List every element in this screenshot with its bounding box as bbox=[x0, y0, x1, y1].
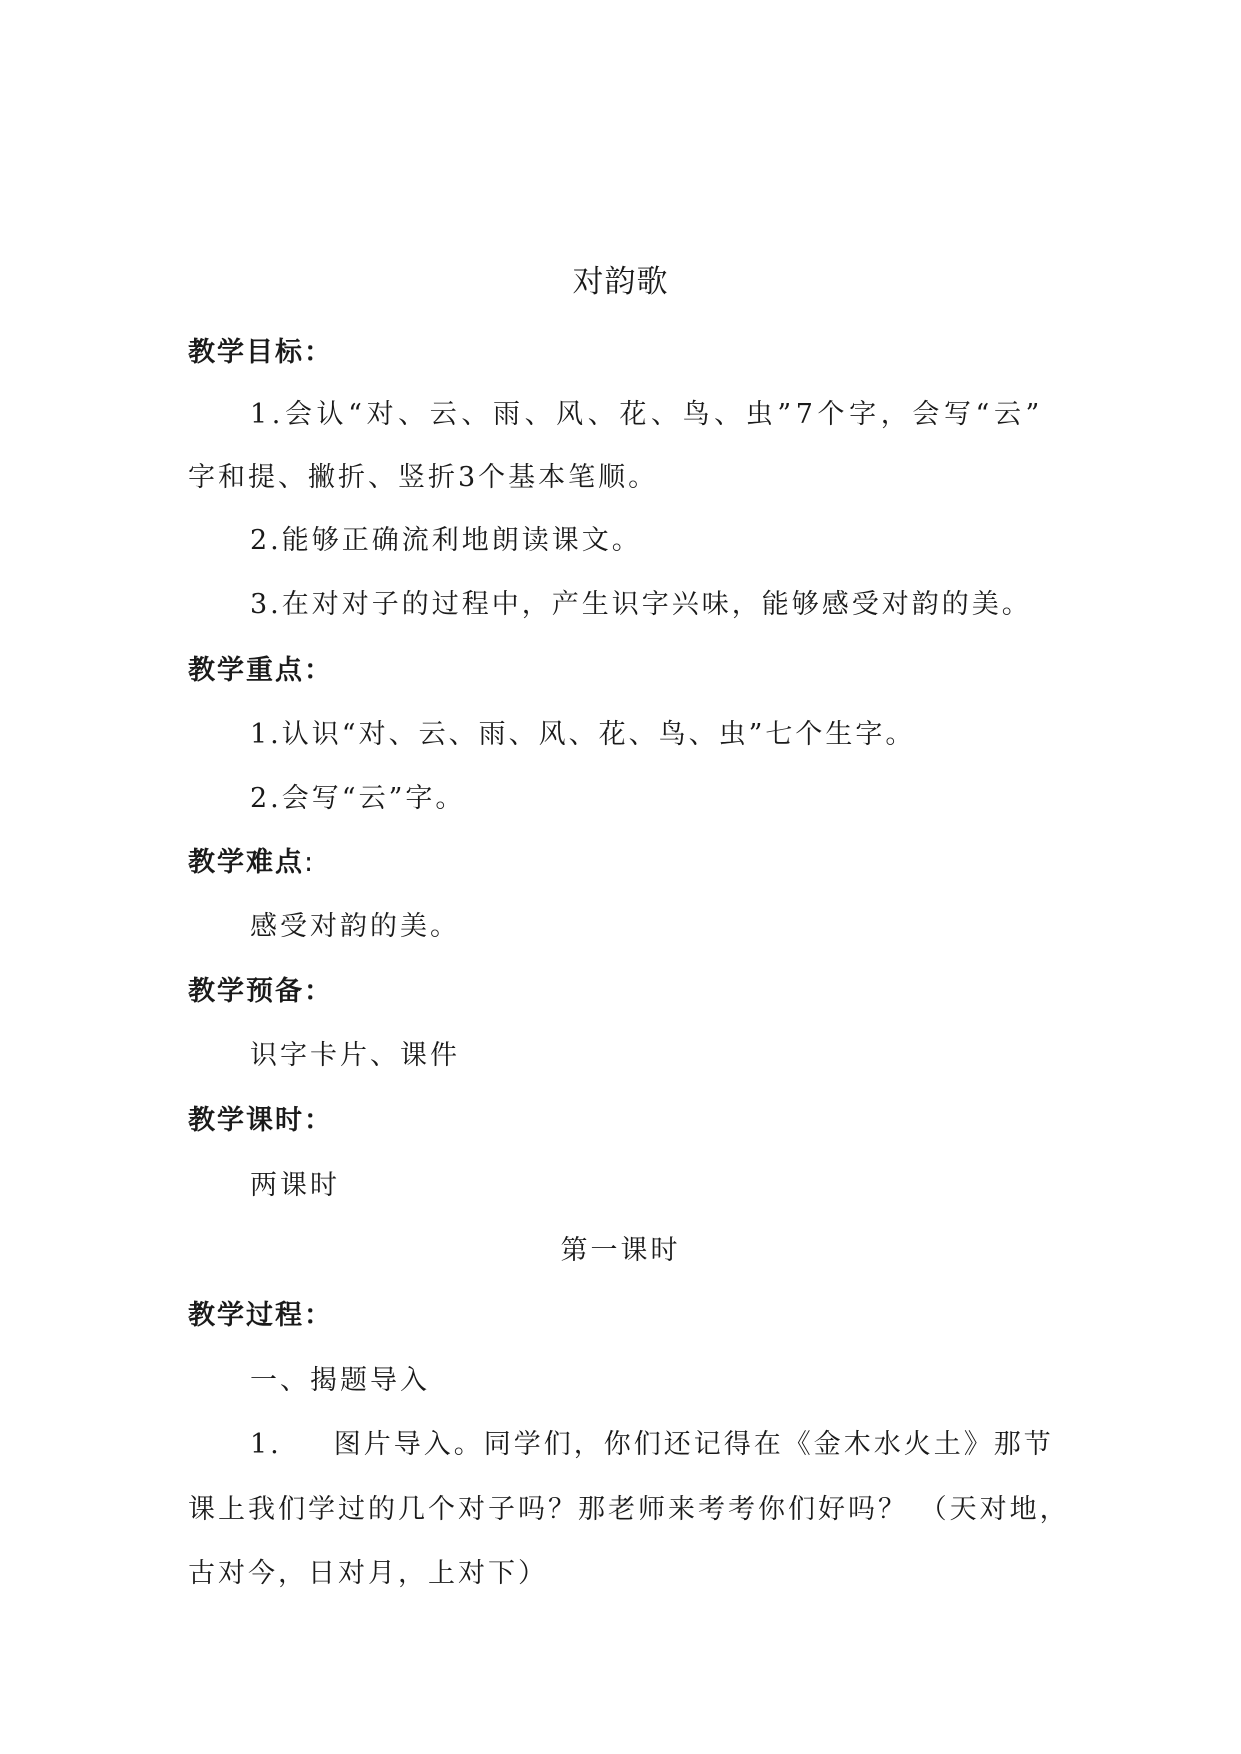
difficulties-heading bbox=[188, 840, 315, 879]
preparation-text: 识字卡片、课件 bbox=[250, 1040, 460, 1071]
difficulties-text: 感受对韵的美。 bbox=[250, 911, 460, 942]
key-point-item-1: 1.认识“对、云、雨、风、花、鸟、虫”七个生字。 bbox=[250, 719, 916, 750]
objective-item-2: 2.能够正确流利地朗读课文。 bbox=[250, 525, 642, 556]
preparation-heading: 教学预备： bbox=[188, 976, 333, 1007]
first-period-heading: 第一课时 bbox=[560, 1235, 681, 1266]
process-step-1-text: 图片导入。同学们，你们还记得在《金木水火土》那节 bbox=[333, 1429, 1054, 1460]
difficulties-heading-label: 教学难点 bbox=[188, 847, 304, 878]
objectives-heading: 教学目标： bbox=[188, 337, 333, 368]
process-step-1-line-3: 古对今，日对月，上对下） bbox=[188, 1558, 548, 1589]
objective-item-1-line-1: 1.会认“对、云、雨、风、花、鸟、虫”7个字，会写“云” bbox=[250, 399, 1044, 430]
periods-heading: 教学课时： bbox=[188, 1105, 333, 1136]
objective-item-3: 3.在对对子的过程中，产生识字兴味，能够感受对韵的美。 bbox=[250, 589, 1032, 620]
periods-text: 两课时 bbox=[250, 1170, 340, 1201]
difficulties-heading-colon: : bbox=[304, 847, 316, 878]
key-point-item-2: 2.会写“云”字。 bbox=[250, 783, 466, 814]
objective-item-1-line-2: 字和提、撇折、竖折3个基本笔顺。 bbox=[188, 462, 659, 493]
document-title: 对韵歌 bbox=[572, 264, 669, 300]
process-heading: 教学过程： bbox=[188, 1300, 333, 1331]
process-step-1-line-2: 课上我们学过的几个对子吗？那老师来考考你们好吗？ （天对地， bbox=[188, 1494, 1070, 1525]
key-points-heading: 教学重点： bbox=[188, 655, 333, 686]
process-step-1-line-1 bbox=[250, 1422, 1054, 1461]
process-section-1: 一、揭题导入 bbox=[250, 1365, 430, 1396]
process-step-1-number: 1. bbox=[250, 1429, 282, 1460]
